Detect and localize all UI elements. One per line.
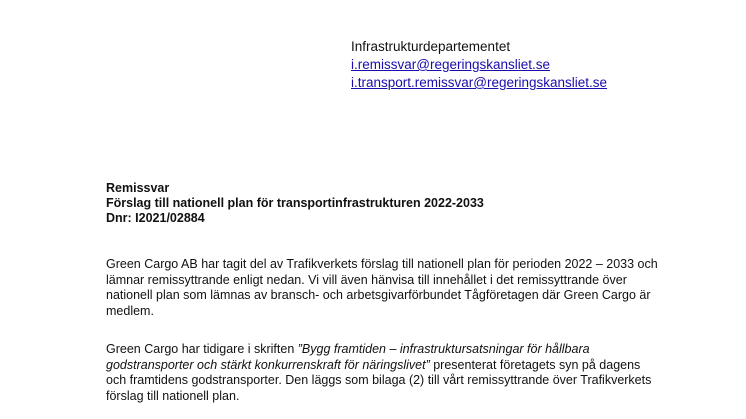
recipient-block: [351, 38, 607, 92]
publication-title: ”Bygg framtiden – infrastruktursatsningar för hållbara: [297, 342, 590, 356]
paragraph-background: [106, 342, 696, 404]
heading-subject: Förslag till nationell plan för transportinfrastrukturen 2022-2033: [106, 196, 484, 210]
paragraph-intro: [106, 257, 696, 319]
paragraph-text: presenterat företagets syn på dagens: [429, 357, 641, 372]
email-link-transport-remissvar[interactable]: i.transport.remissvar@regeringskansliet.se: [351, 75, 608, 90]
email-link-remissvar[interactable]: i.remissvar@regeringskansliet.se: [351, 57, 551, 72]
paragraph-line: medlem.: [106, 303, 154, 318]
paragraph-line: lämnar remissyttrande enligt nedan. Vi vill även hänvisa till innehållet i det remissyttrande över: [106, 272, 627, 287]
recipient-department: Infrastrukturdepartementet: [351, 39, 511, 54]
paragraph-line: nationell plan som lämnas av bransch- och arbetsgivarförbundet Tågföretagen där Green Cargo är: [106, 288, 651, 302]
paragraph-line: och framtidens godstransporter. Den läggs som bilaga (2) till vårt remissyttrande över Trafikverkets: [106, 373, 652, 387]
heading-title: Remissvar: [106, 181, 170, 195]
paragraph-line: [106, 358, 696, 374]
paragraph-line: förslag till nationell plan.: [106, 388, 240, 403]
paragraph-text: Green Cargo har tidigare i skriften: [106, 342, 298, 356]
heading-reference-number: Dnr: I2021/02884: [106, 211, 205, 225]
document-heading: [106, 181, 484, 226]
publication-title-continued: godstransporter och stärkt konkurrenskraft för näringslivet”: [106, 357, 430, 372]
paragraph-line: [106, 342, 696, 358]
paragraph-line: Green Cargo AB har tagit del av Trafikverkets förslag till nationell plan för perioden 2022 – 2033 och: [106, 257, 658, 271]
